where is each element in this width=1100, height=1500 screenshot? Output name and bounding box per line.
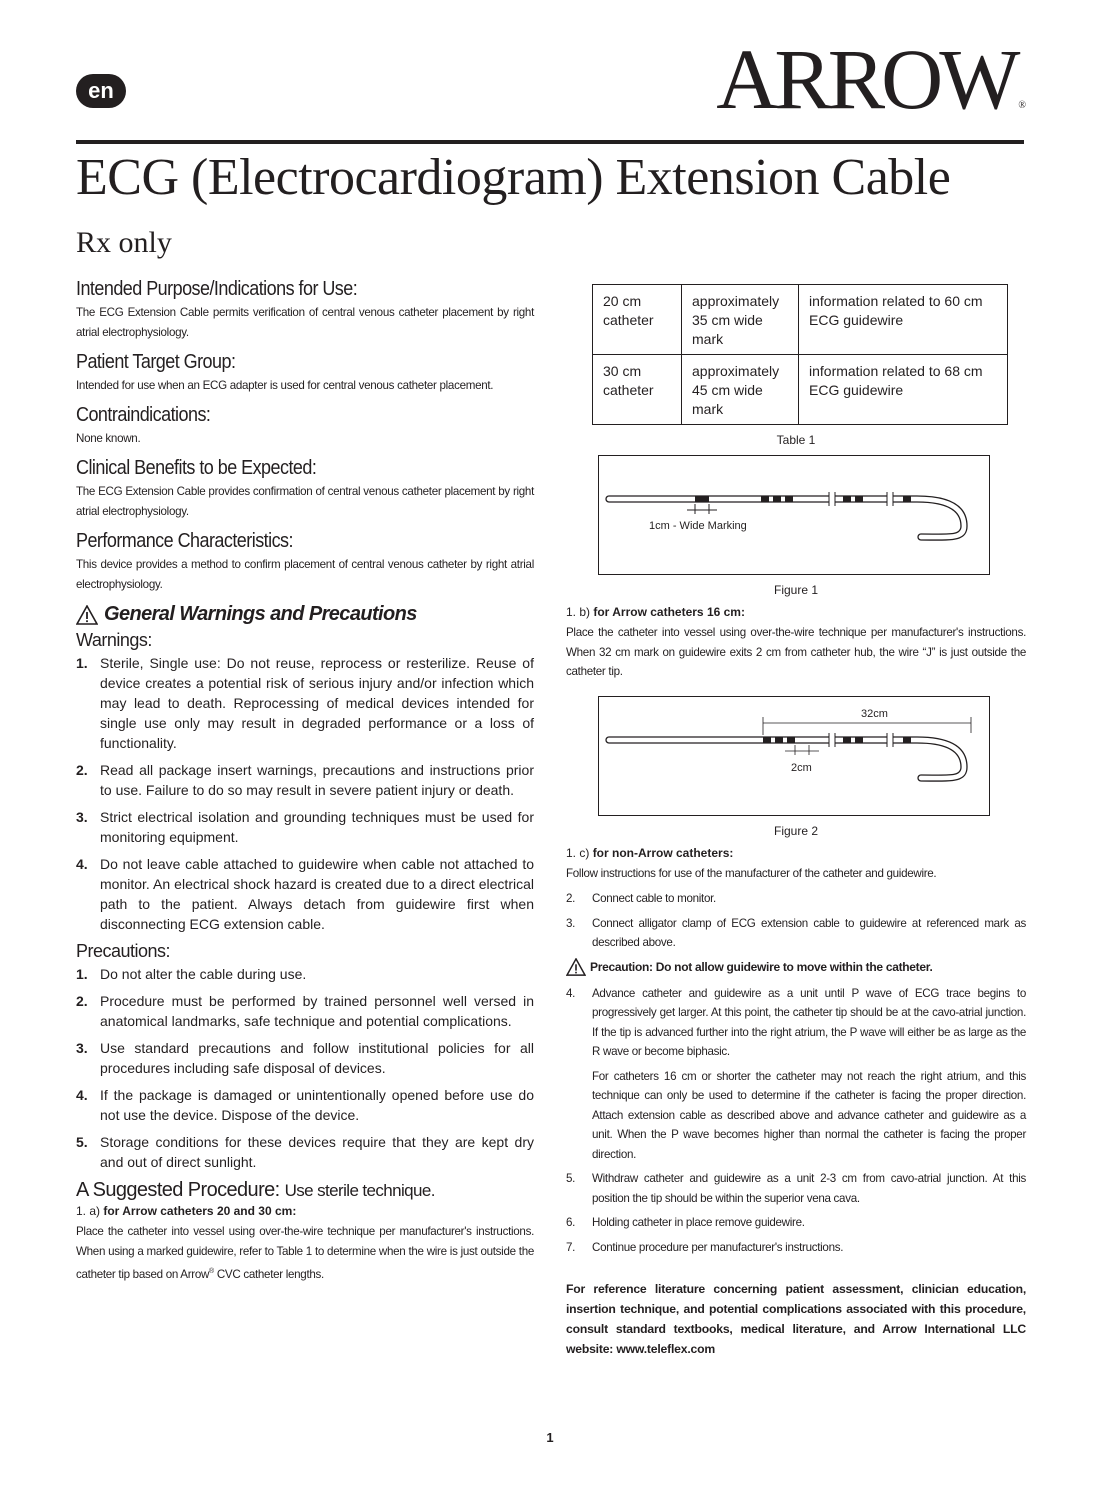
list-number: 3. xyxy=(76,809,88,825)
list-number: 5. xyxy=(76,1134,88,1150)
list-text: Use standard precautions and follow institutional policies for all procedures including safe disposal of devices. xyxy=(100,1040,534,1076)
list-item xyxy=(76,1085,534,1125)
list-number: 2. xyxy=(76,993,88,1009)
table-caption: Table 1 xyxy=(776,433,816,447)
list-number: 4. xyxy=(76,1087,88,1103)
figure-2-label-2cm: 2cm xyxy=(791,761,812,774)
procedure-step-4 xyxy=(566,984,1026,1165)
warnings-title: General Warnings and Precautions xyxy=(104,603,417,625)
list-number: 1. xyxy=(76,966,88,982)
list-item xyxy=(566,1169,1026,1208)
section-text: The ECG Extension Cable provides confirmation of central venous catheter placement by right atrial electrophysiology. xyxy=(76,485,534,518)
list-number: 3. xyxy=(76,1040,88,1056)
guidewire-diagram-32cm xyxy=(599,697,989,815)
section-text: None known. xyxy=(76,432,141,445)
list-item xyxy=(76,1038,534,1078)
section-intended-purpose xyxy=(76,278,534,343)
step-1b-label: 1. b) for Arrow catheters 16 cm: xyxy=(566,605,745,619)
list-item xyxy=(76,1132,534,1172)
step-1a-text: Place the catheter into vessel using over-the-wire technique per manufacturer's instructions. When using a marked guidewire, refer to Table 1 to determine when the wire is just outside the catheter tip based on Arrow® CVC catheter lengths. xyxy=(76,1225,534,1281)
section-heading: Contraindications: xyxy=(76,404,211,426)
page-number: 1 xyxy=(546,1430,554,1445)
list-item xyxy=(76,807,534,847)
list-text: Connect cable to monitor. xyxy=(592,892,716,905)
list-number: 7. xyxy=(566,1240,576,1254)
list-number: 4. xyxy=(76,856,88,872)
list-item xyxy=(566,1213,1026,1233)
table-cell: approximately 35 cm wide mark xyxy=(682,285,799,355)
table-cell: information related to 60 cm ECG guidewire xyxy=(799,285,1008,355)
guidewire-diagram xyxy=(599,456,989,574)
list-number: 2. xyxy=(76,762,88,778)
table-cell: 20 cm catheter xyxy=(593,285,682,355)
list-text: Withdraw catheter and guidewire as a unit 2-3 cm from cavo-atrial junction. At this position the tip should be within the superior vena cava. xyxy=(592,1172,1026,1205)
list-item xyxy=(76,964,534,984)
section-text: The ECG Extension Cable permits verification of central venous catheter placement by right atrial electrophysiology. xyxy=(76,306,534,339)
figure-1 xyxy=(598,455,990,575)
figure-1-label: 1cm - Wide Marking xyxy=(649,520,747,532)
arrow-logo: ARROW ® xyxy=(716,31,1026,127)
section-performance xyxy=(76,530,534,595)
warnings-list xyxy=(76,653,534,934)
list-text: Holding catheter in place remove guidewire. xyxy=(592,1216,805,1229)
list-item xyxy=(76,760,534,800)
procedure-heading: A Suggested Procedure: Use sterile technique. xyxy=(76,1179,435,1201)
list-text: Do not leave cable attached to guidewire when cable not attached to monitor. An electrical shock hazard is created due to a direct electrical path to the patient. Always detach from guidewire first when disconnecting ECG extension cable. xyxy=(100,856,534,932)
list-text: Procedure must be performed by trained personnel well versed in anatomical landmarks, safe technique and potential complications. xyxy=(100,993,534,1029)
figure-1-caption: Figure 1 xyxy=(773,583,819,597)
list-number: 2. xyxy=(566,892,576,905)
section-heading: Clinical Benefits to be Expected: xyxy=(76,457,317,479)
section-text: This device provides a method to confirm placement of central venous catheter by right atrial electrophysiology. xyxy=(76,558,534,591)
section-heading: Intended Purpose/Indications for Use: xyxy=(76,278,358,300)
list-text: Read all package insert warnings, precautions and instructions prior to use. Failure to do so may result in severe patient injury or death. xyxy=(100,762,534,798)
list-item xyxy=(76,653,534,753)
list-item xyxy=(566,984,1026,1165)
list-item xyxy=(566,1238,1026,1258)
figure-2-caption: Figure 2 xyxy=(773,823,819,838)
step-1a-label: 1. a) for Arrow catheters 20 and 30 cm: xyxy=(76,1204,297,1218)
list-text: Sterile, Single use: Do not reuse, reprocess or resterilize. Reuse of device creates a potential risk of serious injury and/or infection which may lead to death. Reprocessing of medical devices intended for single use only may result in degraded performance or a loss of functionality. xyxy=(100,655,534,751)
procedure-steps-2-3 xyxy=(566,889,1026,953)
warnings-subheading: Warnings: xyxy=(76,630,152,650)
list-text: Connect alligator clamp of ECG extension cable to guidewire at referenced mark as described above. xyxy=(592,916,1026,949)
section-contraindications xyxy=(76,404,534,449)
table-cell: information related to 68 cm ECG guidewire xyxy=(799,355,1008,425)
left-column xyxy=(76,278,534,1293)
list-text: Strict electrical isolation and grounding techniques must be used for monitoring equipment. xyxy=(100,809,534,845)
caution-text: Precaution: Do not allow guidewire to move within the catheter. xyxy=(590,959,933,974)
figure-2-label-32cm: 32cm xyxy=(861,707,888,720)
precautions-list xyxy=(76,964,534,1172)
section-clinical-benefits xyxy=(76,457,534,522)
list-item xyxy=(76,854,534,934)
reference-note: For reference literature concerning patient assessment, clinician education, insertion technique, and potential complications associated with this procedure, consult standard textbooks, medical literature, and Arrow International LLC website: www.teleflex.com xyxy=(566,1282,1026,1356)
figure-2 xyxy=(598,696,990,816)
step-1c-text: Follow instructions for use of the manufacturer of the catheter and guidewire. xyxy=(566,866,937,880)
list-number: 3. xyxy=(566,916,576,930)
table-row xyxy=(593,285,1008,355)
language-badge: en xyxy=(76,74,126,108)
list-number: 1. xyxy=(76,655,88,671)
table-cell: 30 cm catheter xyxy=(593,355,682,425)
section-heading: Performance Characteristics: xyxy=(76,530,293,552)
caution-note xyxy=(566,958,1026,976)
list-text: If the package is damaged or unintentionally opened before use do not use the device. Dispose of the device. xyxy=(100,1087,534,1123)
list-item xyxy=(76,991,534,1031)
right-column xyxy=(566,284,1026,1359)
warning-triangle-icon xyxy=(566,958,586,976)
section-patient-target-group xyxy=(76,351,534,396)
table-row xyxy=(593,355,1008,425)
table-cell: approximately 45 cm wide mark xyxy=(682,355,799,425)
warning-triangle-icon xyxy=(76,605,98,625)
list-item xyxy=(566,914,1026,953)
list-number: 6. xyxy=(566,1216,576,1229)
procedure-steps-5-7 xyxy=(566,1169,1026,1257)
list-text: Storage conditions for these devices require that they are kept dry and out of direct sunlight. xyxy=(100,1134,534,1170)
page-title: ECG (Electrocardiogram) Extension Cable xyxy=(76,149,951,206)
list-number: 4. xyxy=(566,986,576,1000)
guidewire-table xyxy=(592,284,1008,425)
step-1b-text: Place the catheter into vessel using over-the-wire technique per manufacturer's instructions. When 32 cm mark on guidewire exits 2 cm from catheter hub, the wire “J” is just outside the catheter tip. xyxy=(566,626,1026,678)
page-subtitle: Rx only xyxy=(76,226,172,259)
list-text: Continue procedure per manufacturer's instructions. xyxy=(592,1240,844,1254)
header-rule xyxy=(76,140,1024,144)
section-heading: Patient Target Group: xyxy=(76,351,236,373)
step-1c-label: 1. c) for non-Arrow catheters: xyxy=(566,845,734,860)
section-text: Intended for use when an ECG adapter is used for central venous catheter placement. xyxy=(76,379,494,392)
list-text: Do not alter the cable during use. xyxy=(100,966,307,982)
list-text: Advance catheter and guidewire as a unit until P wave of ECG trace begins to progressively get larger. At this point, the catheter tip should be at the cavo-atrial junction. If the tip is advanced further into the right atrium, the P wave will either be as large as the R wave or become biphasic. For catheters 16 cm or shorter the catheter may not reach the right atrium, and this technique can only be used to determine if the catheter is facing the proper direction. Attach extension cable as described above and advance catheter and guidewire as a unit. When the P wave becomes higher than normal the catheter is facing the proper direction. xyxy=(592,986,1026,1161)
list-item xyxy=(566,889,1026,909)
list-number: 5. xyxy=(566,1172,576,1185)
precautions-subheading: Precautions: xyxy=(76,941,171,961)
warnings-header xyxy=(76,603,534,626)
